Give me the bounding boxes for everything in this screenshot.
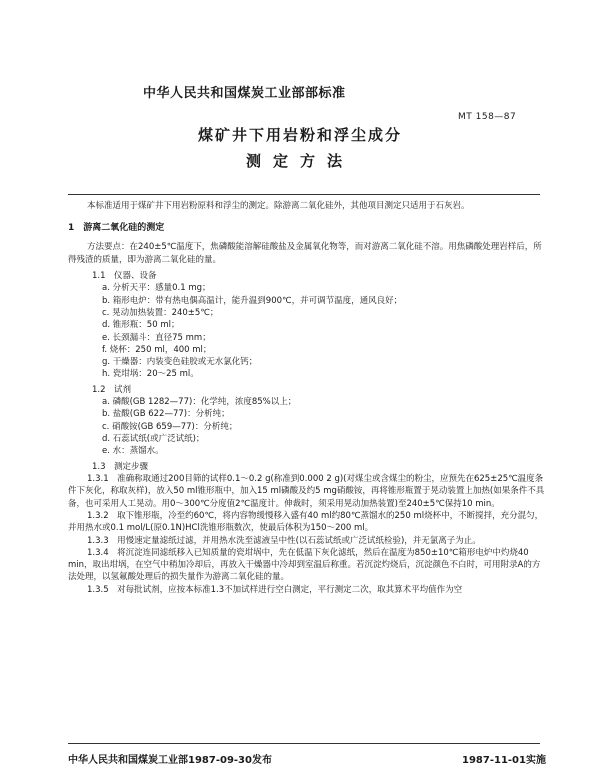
document-body [68,200,548,596]
procedure-step: 1.3.1 准确称取通过200目筛的试样0.1～0.2 g(称准到0.000 2 g)(对煤尘或含煤尘的粉尘，应预先在625±25℃温度条件下灰化，称取灰样)，放入50 ml锥形瓶中，加入15 ml磷酸及约5 mg硝酸铵，再将锥形瓶置于晃动装置上加热(如果条件不具备，也可采用人工晃动。用0～300℃分度值2℃温度计。伸裁时，须采用晃动加热装置)至240±5℃保持10 min。 [68,473,545,509]
intro-paragraph: 本标准适用于煤矿井下用岩粉原料和浮尘的测定。除游离二氧化硅外，其他项目测定只适用于石灰岩。 [87,201,470,211]
procedure-step: 1.3.4 将沉淀连同滤纸移入已知质量的瓷坩埚中，先在低温下灰化滤纸，然后在温度为850±10℃箱形电炉中灼烧40 min，取出坩埚，在空气中稍加冷却后，再放入干燥器中冷却到室温后称重。若沉淀灼烧后，沉淀颜色不白时，可用附录A的方法处理，以氢氟酸处理后的损失量作为游离二氧化硅的量。 [68,547,541,583]
list-item: g. 干燥器：内装变色硅胶或无水氯化钙； [102,357,258,368]
list-item: d. 锥形瓶：50 ml； [102,320,180,331]
list-item: e. 水：蒸馏水。 [102,446,164,457]
section-1-heading: 1 游离二氧化硅的测定 [68,223,165,234]
list-item: c. 硝酸铵(GB 659—77)：分析纯； [102,421,238,432]
section-1-2-heading: 1.2 试剂 [92,384,132,395]
list-item: h. 瓷坩埚：20～25 ml。 [102,369,199,380]
method-principle: 方法要点：在240±5℃温度下，焦磷酸能溶解硅酸盐及金属氧化物等，而对游离二氧化硅不溶。用焦磷酸处理岩样后，所得残渣的质量，即为游离二氧化硅的量。 [68,242,542,265]
footer-divider [68,743,540,744]
header-divider [68,194,540,195]
list-item: e. 长颈漏斗：直径75 mm； [102,332,211,343]
list-item: c. 晃动加热装置：240±5℃； [102,307,219,318]
list-item: a. 磷酸(GB 1282—77)：化学纯，浓度85%以上； [102,397,297,408]
issue-date: 中华人民共和国煤炭工业部1987-09-30发布 [68,755,272,766]
document-title-line2: 测定方法 [245,152,354,170]
list-item: b. 盐酸(GB 622—77)：分析纯； [102,409,230,420]
procedure-step: 1.3.3 用慢速定量滤纸过滤，并用热水洗至滤液呈中性(以石蕊试纸或广泛试纸检验)，并无氯离子为止。 [87,535,481,546]
list-item: d. 石蕊试纸(或广泛试纸)； [102,434,205,445]
list-item: f. 烧杯：250 ml，400 ml； [102,344,212,355]
standard-number: MT 158—87 [458,112,517,122]
document-title-line1: 煤矿井下用岩粉和浮尘成分 [197,126,402,144]
section-1-3-heading: 1.3 测定步骤 [92,461,149,472]
procedure-step: 1.3.5 对每批试剂，应按本标准1.3不加试样进行空白测定，平行测定二次，取其算术平均值作为空 [87,584,463,595]
procedure-step: 1.3.2 取下锥形瓶，冷至约60℃，将内容物缓慢移入盛有40 ml约80℃蒸馏水的250 ml烧杯中，不断搅拌，充分混匀，并用热水或0.1 mol/L(原0.1N)HCl洗锥形瓶数次，使最后体积为150～200 ml。 [68,510,544,534]
list-item: a. 分析天平：感量0.1 mg； [102,283,211,294]
list-item: b. 箱形电炉：带有热电偶高温计，能升温到900℃，并可调节温度，通风良好； [102,295,403,306]
effective-date: 1987-11-01实施 [462,755,546,766]
issuing-organization: 中华人民共和国煤炭工业部部标准 [143,86,346,101]
section-1-1-heading: 1.1 仪器、设备 [92,270,157,281]
